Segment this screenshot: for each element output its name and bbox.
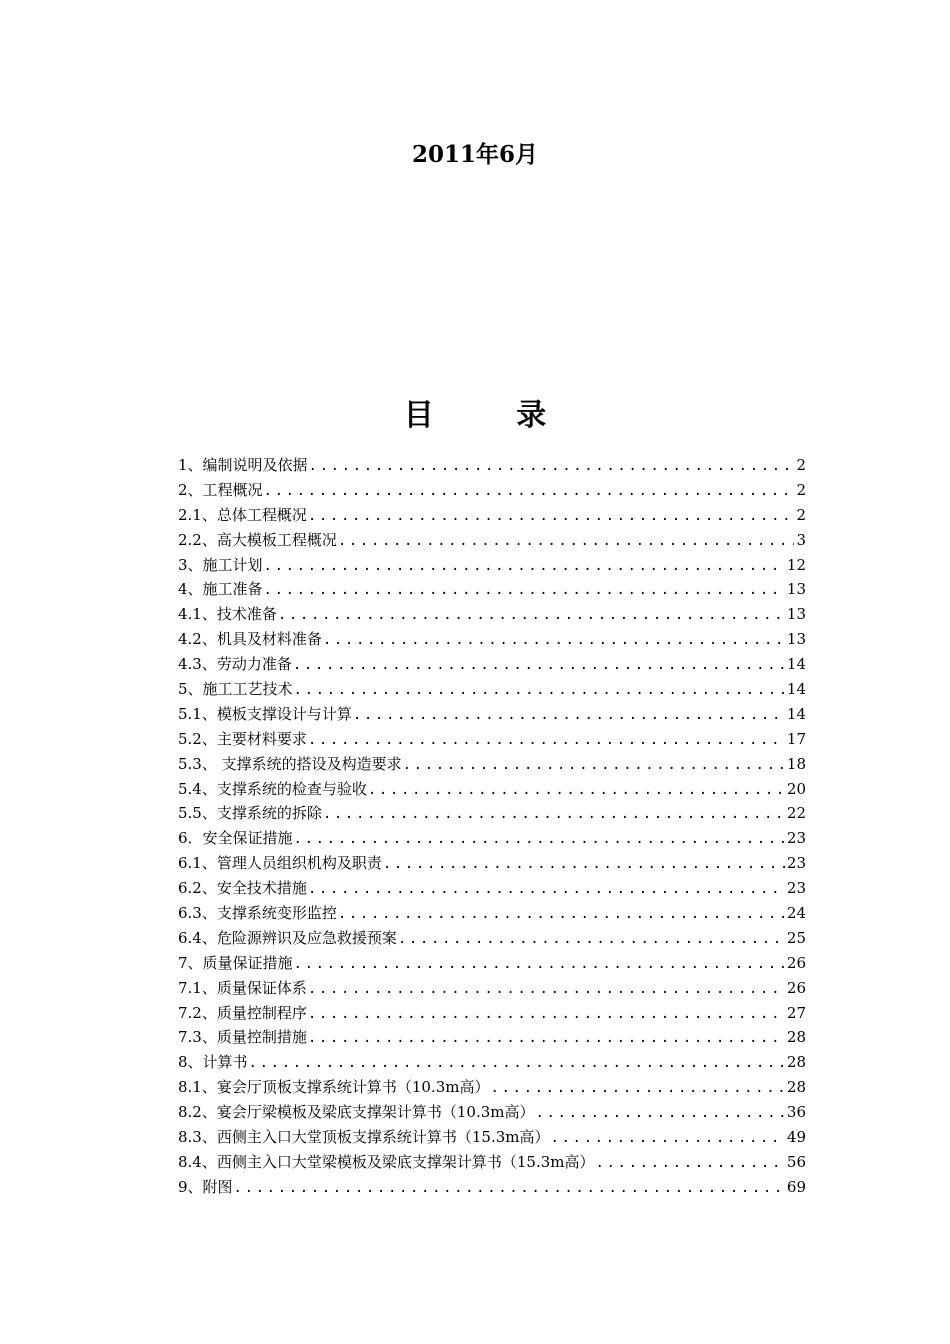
toc-entry-page-number: 49 <box>786 1128 806 1147</box>
toc-entry-page-number: 23 <box>786 854 806 873</box>
toc-entry-page-number: 23 <box>786 879 806 898</box>
toc-dot-leader <box>550 1126 784 1150</box>
toc-title: 目 录 <box>403 398 583 433</box>
toc-entry-label: 5.4、支撑系统的检查与验收 <box>178 779 367 798</box>
toc-entry[interactable] <box>178 677 806 702</box>
toc-entry[interactable] <box>178 876 806 901</box>
toc-entry-label: 8.4、西侧主入口大堂梁模板及梁底支撑架计算书（15.3m高） <box>178 1152 595 1171</box>
toc-dot-leader <box>338 902 785 926</box>
toc-entry-label: 5.5、支撑系统的拆除 <box>178 804 322 823</box>
toc-entry[interactable] <box>178 627 806 652</box>
toc-dot-leader <box>595 1151 784 1175</box>
toc-dot-leader <box>234 1176 785 1200</box>
toc-entry-page-number: 23 <box>786 829 806 848</box>
toc-entry-label: 8.1、宴会厅顶板支撑系统计算书（10.3m高） <box>178 1078 490 1097</box>
toc-entry-page-number: 18 <box>786 754 806 773</box>
toc-entry[interactable] <box>178 602 806 627</box>
toc-entry-page-number: 2 <box>796 480 806 499</box>
toc-entry[interactable] <box>178 826 806 851</box>
toc-entry[interactable] <box>178 1100 806 1125</box>
toc-dot-leader <box>308 1026 785 1050</box>
toc-dot-leader <box>309 454 795 478</box>
toc-entry[interactable] <box>178 478 806 503</box>
toc-dot-leader <box>308 504 795 528</box>
toc-entry-label: 6.2、安全技术措施 <box>178 879 307 898</box>
toc-entry-label: 4.2、机具及材料准备 <box>178 630 322 649</box>
toc-entry-label: 7.1、质量保证体系 <box>178 978 307 997</box>
toc-dot-leader <box>323 628 785 652</box>
toc-entry-label: 3、施工计划 <box>178 555 263 574</box>
toc-entry[interactable] <box>178 553 806 578</box>
toc-entry[interactable] <box>178 951 806 976</box>
toc-entry-label: 1、编制说明及依据 <box>178 456 308 474</box>
toc-entry-label: 8.3、西侧主入口大堂顶板支撑系统计算书（15.3m高） <box>178 1128 550 1147</box>
toc-entry-label: 5.2、主要材料要求 <box>178 729 307 748</box>
toc-entry-page-number: 2 <box>796 505 806 524</box>
toc-entry-page-number: 2 <box>796 456 806 474</box>
toc-entry[interactable] <box>178 777 806 802</box>
toc-dot-leader <box>294 952 785 976</box>
toc-entry[interactable] <box>178 503 806 528</box>
toc-entry-page-number: 14 <box>786 680 806 699</box>
toc-entry-label: 2、工程概况 <box>178 480 263 499</box>
toc-entry[interactable] <box>178 453 806 478</box>
toc-entry[interactable] <box>178 1125 806 1150</box>
toc-entry[interactable] <box>178 901 806 926</box>
toc-entry[interactable] <box>178 926 806 951</box>
toc-entry-page-number: 27 <box>786 1003 806 1022</box>
toc-dot-leader <box>308 877 785 901</box>
toc-entry-page-number: 56 <box>786 1152 806 1171</box>
toc-entry-page-number: 28 <box>786 1078 806 1097</box>
toc-dot-leader <box>368 778 785 802</box>
toc-dot-leader <box>294 678 785 702</box>
toc-dot-leader <box>353 703 785 727</box>
toc-entry-page-number: 36 <box>786 1103 806 1122</box>
toc-entry[interactable] <box>178 1175 806 1200</box>
toc-entry-label: 5.1、模板支撑设计与计算 <box>178 704 352 723</box>
toc-entry-page-number: 28 <box>786 1053 806 1072</box>
toc-entry-page-number: 20 <box>786 779 806 798</box>
toc-dot-leader <box>323 802 785 826</box>
toc-entry[interactable] <box>178 1075 806 1100</box>
toc-entry-label: 4.3、劳动力准备 <box>178 655 292 674</box>
toc-entry[interactable] <box>178 652 806 677</box>
toc-dot-leader <box>383 852 785 876</box>
toc-entry[interactable] <box>178 1001 806 1026</box>
toc-entry-page-number: 14 <box>786 704 806 723</box>
toc-entry[interactable] <box>178 528 806 553</box>
toc-entry-page-number: 22 <box>786 804 806 823</box>
toc-entry-label: 6.3、支撑系统变形监控 <box>178 904 337 923</box>
toc-entry-page-number: 26 <box>786 978 806 997</box>
toc-entry-page-number: 26 <box>786 953 806 972</box>
toc-dot-leader <box>264 479 795 503</box>
toc-dot-leader <box>308 977 785 1001</box>
toc-dot-leader <box>308 1002 785 1026</box>
toc-dot-leader <box>264 578 785 602</box>
toc-entry-label: 2.1、总体工程概况 <box>178 505 307 524</box>
toc-entry-label: 6.4、危险源辨识及应急救援预案 <box>178 928 397 947</box>
toc-entry-label: 4.1、技术准备 <box>178 605 277 624</box>
toc-entry-label: 8.2、宴会厅梁模板及梁底支撑架计算书（10.3m高） <box>178 1103 535 1122</box>
toc-dot-leader <box>338 529 795 553</box>
toc-entry-page-number: 17 <box>786 729 806 748</box>
table-of-contents <box>178 453 806 1200</box>
toc-entry[interactable] <box>178 976 806 1001</box>
toc-entry[interactable] <box>178 702 806 727</box>
toc-entry-page-number: 12 <box>786 555 806 574</box>
toc-entry-page-number: 3 <box>796 530 806 549</box>
toc-entry-label: 6.1、管理人员组织机构及职责 <box>178 854 382 873</box>
toc-entry-page-number: 24 <box>786 904 806 923</box>
toc-entry-label: 5.3、 支撑系统的搭设及构造要求 <box>178 754 402 773</box>
toc-entry-label: 7、质量保证措施 <box>178 953 293 972</box>
toc-entry-label: 4、施工准备 <box>178 580 263 599</box>
toc-entry[interactable] <box>178 1025 806 1050</box>
toc-entry-label: 2.2、高大模板工程概况 <box>178 530 337 549</box>
toc-entry-label: 7.2、质量控制程序 <box>178 1003 307 1022</box>
toc-entry-page-number: 13 <box>786 580 806 599</box>
toc-entry[interactable] <box>178 1150 806 1175</box>
toc-dot-leader <box>535 1101 784 1125</box>
toc-entry-page-number: 69 <box>786 1177 806 1196</box>
toc-entry-label: 6．安全保证措施 <box>178 829 293 848</box>
toc-entry[interactable] <box>178 727 806 752</box>
toc-entry-page-number: 13 <box>786 630 806 649</box>
toc-entry-label: 9、附图 <box>178 1177 233 1196</box>
toc-entry-page-number: 14 <box>786 655 806 674</box>
toc-dot-leader <box>403 753 785 777</box>
toc-entry-page-number: 28 <box>786 1028 806 1047</box>
toc-dot-leader <box>264 554 785 578</box>
toc-dot-leader <box>490 1076 784 1100</box>
toc-entry[interactable] <box>178 851 806 876</box>
toc-entry-label: 7.3、质量控制措施 <box>178 1028 307 1047</box>
toc-dot-leader <box>249 1051 785 1075</box>
toc-entry-page-number: 13 <box>786 605 806 624</box>
toc-entry-page-number: 25 <box>786 928 806 947</box>
toc-entry-label: 5、施工工艺技术 <box>178 680 293 699</box>
toc-dot-leader <box>278 603 785 627</box>
document-date: 2011年6月 <box>411 141 539 168</box>
toc-entry[interactable] <box>178 577 806 602</box>
toc-dot-leader <box>294 827 785 851</box>
toc-dot-leader <box>293 653 785 677</box>
toc-dot-leader <box>308 728 785 752</box>
toc-entry-label: 8、计算书 <box>178 1053 248 1072</box>
toc-entry[interactable] <box>178 801 806 826</box>
toc-entry[interactable] <box>178 1050 806 1075</box>
toc-entry[interactable] <box>178 752 806 777</box>
toc-dot-leader <box>398 927 785 951</box>
